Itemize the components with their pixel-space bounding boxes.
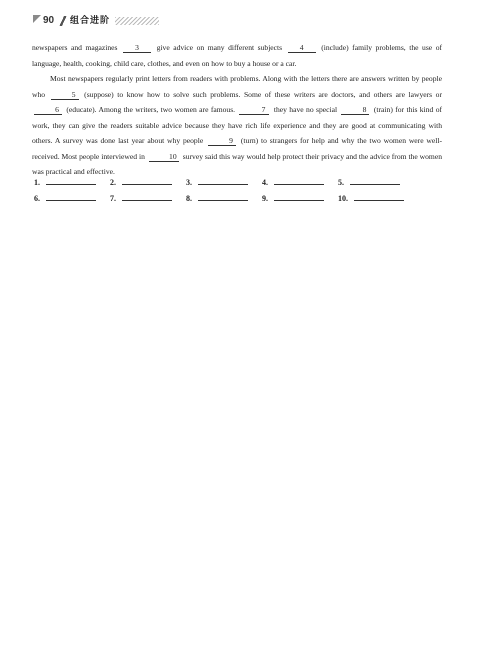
- answer-label: 4.: [262, 178, 268, 187]
- passage-text: (train) for this kind of work, they can give the readers suitable advice because they have rich life experience and they are good at communicating with others. A survey was done last year about why people: [32, 105, 443, 145]
- answer-item: [262, 175, 324, 187]
- blank-6: 6: [34, 105, 62, 115]
- passage: [32, 40, 442, 180]
- answer-blank[interactable]: [274, 191, 324, 201]
- answer-blank[interactable]: [198, 175, 248, 185]
- passage-text: Most newspapers regularly print letters from readers with problems. Along with the letters there are answers written by people who: [32, 74, 442, 99]
- page-number: 90: [43, 15, 55, 26]
- blank-4: 4: [288, 43, 316, 53]
- answer-label: 6.: [34, 194, 40, 203]
- answer-label: 5.: [338, 178, 344, 187]
- blank-10: 10: [149, 152, 179, 162]
- answer-item: [110, 175, 172, 187]
- answer-sheet: [32, 175, 452, 207]
- answer-item: [262, 191, 324, 203]
- slash-divider-icon: [59, 16, 67, 26]
- answer-label: 2.: [110, 178, 116, 187]
- stripe-decoration-icon: [115, 17, 159, 25]
- answer-blank[interactable]: [46, 175, 96, 185]
- answer-label: 3.: [186, 178, 192, 187]
- blank-8: 8: [341, 105, 369, 115]
- answer-label: 1.: [34, 178, 40, 187]
- answer-item: [338, 175, 400, 187]
- answer-blank[interactable]: [274, 175, 324, 185]
- passage-text: (educate). Among the writers, two women are famous.: [66, 105, 236, 114]
- passage-text: give advice on many different subjects: [156, 43, 283, 52]
- passage-text: newspapers and magazines: [32, 43, 118, 52]
- answer-item: [186, 175, 248, 187]
- answer-item: [338, 191, 404, 203]
- paragraph-2: [32, 71, 442, 180]
- answer-blank[interactable]: [198, 191, 248, 201]
- blank-7: 7: [239, 105, 269, 115]
- answer-item: [110, 191, 172, 203]
- blank-3: 3: [123, 43, 151, 53]
- answer-label: 8.: [186, 194, 192, 203]
- answer-item: [34, 175, 96, 187]
- answer-blank[interactable]: [46, 191, 96, 201]
- answer-row: [32, 191, 452, 207]
- answer-item: [186, 191, 248, 203]
- corner-mark-icon: [33, 15, 41, 23]
- answer-blank[interactable]: [122, 175, 172, 185]
- answer-blank[interactable]: [354, 191, 404, 201]
- paragraph-1: [32, 40, 442, 71]
- section-title: 组合进阶: [70, 16, 111, 26]
- answer-blank[interactable]: [122, 191, 172, 201]
- blank-9: 9: [208, 136, 236, 146]
- passage-text: (include) family problems, the use of language, health, cooking, child care, clothes, and even on how to buy a house or a car.: [32, 43, 443, 68]
- answer-item: [34, 191, 96, 203]
- passage-text: (turn) to strangers for help and why the two women were well-received. Most people interviewed in: [32, 136, 443, 161]
- answer-blank[interactable]: [350, 175, 400, 185]
- passage-text: they have no special: [273, 105, 338, 114]
- passage-text: (suppose) to know how to solve such problems. Some of these writers are doctors, and others are lawyers or: [84, 89, 442, 99]
- answer-label: 10.: [338, 194, 348, 203]
- answer-label: 9.: [262, 194, 268, 203]
- answer-label: 7.: [110, 194, 116, 203]
- page-header: [33, 14, 453, 28]
- answer-row: [32, 175, 452, 191]
- passage-text: survey said this way would help protect their privacy and the advice from the women was practical and effective.: [32, 151, 442, 176]
- blank-5: 5: [51, 90, 79, 100]
